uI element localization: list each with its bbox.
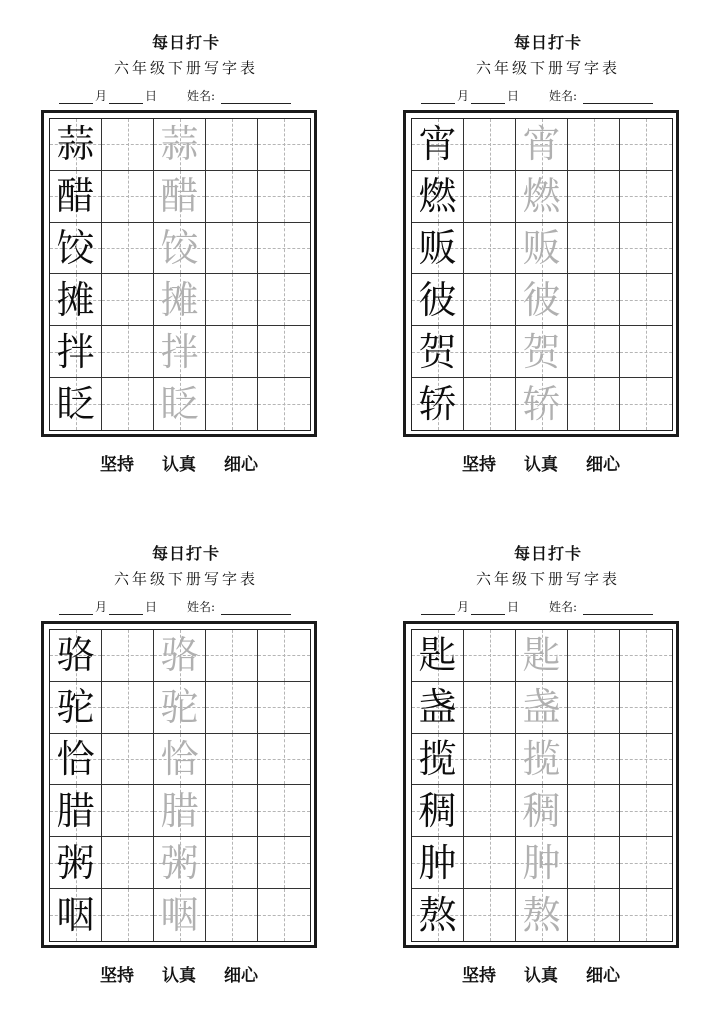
trace-character: 摊	[160, 277, 199, 322]
trace-character: 彼	[522, 277, 561, 322]
trace-character: 饺	[160, 226, 199, 271]
practice-cell[interactable]	[568, 223, 620, 275]
practice-cell[interactable]	[102, 274, 154, 326]
practice-frame	[403, 621, 679, 948]
practice-cell[interactable]	[102, 119, 154, 171]
name-blank[interactable]	[583, 602, 653, 615]
practice-cell[interactable]	[206, 734, 258, 786]
day-label: 日	[507, 89, 520, 103]
date-name-line	[421, 87, 653, 104]
model-cell	[50, 837, 102, 889]
day-blank[interactable]	[109, 602, 143, 615]
practice-cell[interactable]	[464, 119, 516, 171]
trace-character: 贩	[522, 226, 561, 271]
practice-cell[interactable]	[206, 889, 258, 941]
practice-cell[interactable]	[464, 171, 516, 223]
practice-cell[interactable]	[568, 734, 620, 786]
model-cell	[412, 889, 464, 941]
trace-cell[interactable]	[154, 682, 206, 734]
model-character: 匙	[418, 633, 457, 678]
trace-character: 宵	[522, 122, 561, 167]
model-cell	[412, 274, 464, 326]
practice-cell[interactable]	[568, 785, 620, 837]
model-character: 蒜	[56, 122, 95, 167]
trace-character: 驼	[160, 685, 199, 730]
practice-cell[interactable]	[620, 326, 672, 378]
model-character: 粥	[56, 840, 95, 885]
day-blank[interactable]	[471, 602, 505, 615]
name-blank[interactable]	[221, 91, 291, 104]
month-label: 月	[95, 600, 108, 614]
model-character: 熬	[418, 893, 457, 938]
trace-cell[interactable]	[154, 378, 206, 430]
trace-character: 眨	[160, 382, 199, 427]
sheet-subtitle: 六年级下册写字表	[113, 570, 258, 588]
practice-cell[interactable]	[620, 785, 672, 837]
month-blank[interactable]	[421, 602, 455, 615]
practice-cell[interactable]	[206, 682, 258, 734]
practice-cell[interactable]	[258, 734, 310, 786]
practice-cell[interactable]	[464, 223, 516, 275]
sheet-title: 每日打卡	[513, 33, 582, 52]
model-cell	[412, 171, 464, 223]
model-cell	[412, 119, 464, 171]
trace-cell[interactable]	[516, 223, 568, 275]
trace-character: 稠	[522, 788, 561, 833]
practice-cell[interactable]	[206, 837, 258, 889]
day-blank[interactable]	[471, 91, 505, 104]
trace-cell[interactable]	[154, 326, 206, 378]
sheet-title: 每日打卡	[151, 33, 220, 52]
practice-cell[interactable]	[206, 630, 258, 682]
model-cell	[412, 223, 464, 275]
practice-cell[interactable]	[258, 889, 310, 941]
practice-cell[interactable]	[464, 274, 516, 326]
trace-cell[interactable]	[516, 785, 568, 837]
practice-cell[interactable]	[258, 326, 310, 378]
date-name-line	[421, 598, 653, 615]
practice-cell[interactable]	[568, 837, 620, 889]
model-cell	[50, 171, 102, 223]
motto-word: 认真	[162, 966, 196, 986]
trace-character: 揽	[522, 737, 561, 782]
model-cell	[50, 682, 102, 734]
trace-character: 拌	[160, 329, 199, 374]
practice-cell[interactable]	[206, 223, 258, 275]
model-cell	[50, 223, 102, 275]
trace-cell[interactable]	[154, 274, 206, 326]
trace-character: 粥	[160, 840, 199, 885]
practice-cell[interactable]	[620, 889, 672, 941]
practice-cell[interactable]	[258, 171, 310, 223]
day-blank[interactable]	[109, 91, 143, 104]
trace-character: 恰	[160, 737, 199, 782]
motto-word: 坚持	[462, 455, 496, 475]
practice-cell[interactable]	[464, 734, 516, 786]
model-character: 揽	[418, 737, 457, 782]
name-blank[interactable]	[221, 602, 291, 615]
model-character: 眨	[56, 382, 95, 427]
practice-cell[interactable]	[464, 785, 516, 837]
model-character: 贩	[418, 226, 457, 271]
model-cell	[50, 734, 102, 786]
day-label: 日	[145, 600, 158, 614]
trace-character: 腊	[160, 788, 199, 833]
model-cell	[50, 785, 102, 837]
model-cell	[412, 837, 464, 889]
month-label: 月	[95, 89, 108, 103]
motto-line	[403, 961, 679, 986]
practice-frame	[41, 621, 317, 948]
sheet-title: 每日打卡	[513, 544, 582, 563]
practice-cell[interactable]	[206, 119, 258, 171]
practice-cell[interactable]	[620, 171, 672, 223]
date-name-line	[59, 87, 291, 104]
practice-cell[interactable]	[620, 274, 672, 326]
trace-character: 熬	[522, 893, 561, 938]
practice-cell[interactable]	[206, 274, 258, 326]
practice-cell[interactable]	[258, 630, 310, 682]
practice-cell[interactable]	[258, 378, 310, 430]
model-cell	[412, 326, 464, 378]
trace-cell[interactable]	[516, 837, 568, 889]
motto-word: 细心	[586, 966, 620, 986]
trace-cell[interactable]	[154, 785, 206, 837]
model-character: 恰	[56, 737, 95, 782]
name-blank[interactable]	[583, 91, 653, 104]
model-character: 燃	[418, 174, 457, 219]
practice-cell[interactable]	[568, 378, 620, 430]
practice-cell[interactable]	[620, 630, 672, 682]
tianzige-grid	[49, 629, 311, 942]
trace-cell[interactable]	[154, 734, 206, 786]
practice-cell[interactable]	[568, 274, 620, 326]
practice-cell[interactable]	[568, 630, 620, 682]
name-label: 姓名:	[187, 89, 216, 103]
trace-cell[interactable]	[154, 837, 206, 889]
motto-word: 细心	[586, 455, 620, 475]
practice-cell[interactable]	[102, 785, 154, 837]
trace-cell[interactable]	[516, 889, 568, 941]
motto-word: 坚持	[100, 455, 134, 475]
month-blank[interactable]	[421, 91, 455, 104]
trace-character: 醋	[160, 174, 199, 219]
practice-cell[interactable]	[206, 785, 258, 837]
trace-cell[interactable]	[516, 171, 568, 223]
practice-cell[interactable]	[620, 837, 672, 889]
practice-cell[interactable]	[258, 119, 310, 171]
model-cell	[412, 734, 464, 786]
trace-cell[interactable]	[154, 223, 206, 275]
model-character: 彼	[418, 277, 457, 322]
model-cell	[50, 119, 102, 171]
motto-line	[403, 450, 679, 475]
model-cell	[412, 378, 464, 430]
sheet-title: 每日打卡	[151, 544, 220, 563]
motto-word: 认真	[524, 455, 558, 475]
month-blank[interactable]	[59, 602, 93, 615]
practice-cell[interactable]	[258, 682, 310, 734]
model-character: 骆	[56, 633, 95, 678]
date-name-line	[59, 598, 291, 615]
tianzige-grid	[49, 118, 311, 431]
practice-cell[interactable]	[620, 734, 672, 786]
model-character: 醋	[56, 174, 95, 219]
trace-cell[interactable]	[516, 119, 568, 171]
trace-character: 盏	[522, 685, 561, 730]
model-cell	[50, 889, 102, 941]
tianzige-grid	[411, 629, 673, 942]
practice-frame	[403, 110, 679, 437]
sheet-subtitle: 六年级下册写字表	[113, 59, 258, 77]
trace-character: 骆	[160, 633, 199, 678]
practice-cell[interactable]	[568, 889, 620, 941]
practice-cell[interactable]	[464, 682, 516, 734]
day-label: 日	[507, 600, 520, 614]
month-blank[interactable]	[59, 91, 93, 104]
practice-cell[interactable]	[464, 630, 516, 682]
practice-cell[interactable]	[568, 119, 620, 171]
trace-character: 肿	[522, 840, 561, 885]
trace-character: 轿	[522, 382, 561, 427]
practice-cell[interactable]	[620, 223, 672, 275]
practice-cell[interactable]	[568, 171, 620, 223]
practice-cell[interactable]	[102, 889, 154, 941]
practice-frame	[41, 110, 317, 437]
trace-cell[interactable]	[516, 682, 568, 734]
practice-cell[interactable]	[464, 889, 516, 941]
practice-cell[interactable]	[102, 630, 154, 682]
practice-cell[interactable]	[258, 837, 310, 889]
trace-cell[interactable]	[516, 734, 568, 786]
trace-character: 蒜	[160, 122, 199, 167]
model-character: 咽	[56, 893, 95, 938]
trace-character: 燃	[522, 174, 561, 219]
trace-character: 咽	[160, 893, 199, 938]
motto-word: 坚持	[100, 966, 134, 986]
model-character: 盏	[418, 685, 457, 730]
practice-cell[interactable]	[258, 223, 310, 275]
trace-cell[interactable]	[516, 274, 568, 326]
motto-line	[41, 450, 317, 475]
practice-cell[interactable]	[102, 837, 154, 889]
trace-character: 匙	[522, 633, 561, 678]
model-character: 驼	[56, 685, 95, 730]
practice-cell[interactable]	[206, 326, 258, 378]
motto-word: 坚持	[462, 966, 496, 986]
motto-line	[41, 961, 317, 986]
motto-word: 细心	[224, 966, 258, 986]
practice-cell[interactable]	[568, 682, 620, 734]
practice-cell[interactable]	[102, 223, 154, 275]
practice-cell[interactable]	[102, 682, 154, 734]
model-character: 腊	[56, 788, 95, 833]
model-cell	[50, 630, 102, 682]
tianzige-grid	[411, 118, 673, 431]
practice-cell[interactable]	[258, 274, 310, 326]
trace-cell[interactable]	[154, 171, 206, 223]
model-character: 宵	[418, 122, 457, 167]
name-label: 姓名:	[549, 89, 578, 103]
model-cell	[50, 326, 102, 378]
practice-cell[interactable]	[102, 171, 154, 223]
practice-cell[interactable]	[102, 378, 154, 430]
practice-cell[interactable]	[102, 734, 154, 786]
model-character: 肿	[418, 840, 457, 885]
month-label: 月	[457, 89, 470, 103]
practice-cell[interactable]	[620, 119, 672, 171]
practice-cell[interactable]	[620, 682, 672, 734]
motto-word: 认真	[162, 455, 196, 475]
practice-cell[interactable]	[206, 171, 258, 223]
practice-cell[interactable]	[258, 785, 310, 837]
model-cell	[412, 682, 464, 734]
trace-cell[interactable]	[154, 630, 206, 682]
model-character: 拌	[56, 329, 95, 374]
practice-cell[interactable]	[464, 837, 516, 889]
practice-cell[interactable]	[102, 326, 154, 378]
sheet-subtitle: 六年级下册写字表	[475, 570, 620, 588]
model-character: 饺	[56, 226, 95, 271]
model-character: 贺	[418, 329, 457, 374]
practice-cell[interactable]	[620, 378, 672, 430]
model-cell	[412, 785, 464, 837]
trace-cell[interactable]	[516, 326, 568, 378]
trace-cell[interactable]	[516, 630, 568, 682]
model-cell	[412, 630, 464, 682]
month-label: 月	[457, 600, 470, 614]
model-character: 轿	[418, 382, 457, 427]
motto-word: 细心	[224, 455, 258, 475]
trace-cell[interactable]	[154, 119, 206, 171]
model-cell	[50, 378, 102, 430]
name-label: 姓名:	[549, 600, 578, 614]
day-label: 日	[145, 89, 158, 103]
practice-cell[interactable]	[464, 326, 516, 378]
name-label: 姓名:	[187, 600, 216, 614]
trace-character: 贺	[522, 329, 561, 374]
model-character: 稠	[418, 788, 457, 833]
sheet-subtitle: 六年级下册写字表	[475, 59, 620, 77]
model-character: 摊	[56, 277, 95, 322]
motto-word: 认真	[524, 966, 558, 986]
practice-cell[interactable]	[568, 326, 620, 378]
practice-cell[interactable]	[464, 378, 516, 430]
trace-cell[interactable]	[516, 378, 568, 430]
practice-cell[interactable]	[206, 378, 258, 430]
model-cell	[50, 274, 102, 326]
trace-cell[interactable]	[154, 889, 206, 941]
